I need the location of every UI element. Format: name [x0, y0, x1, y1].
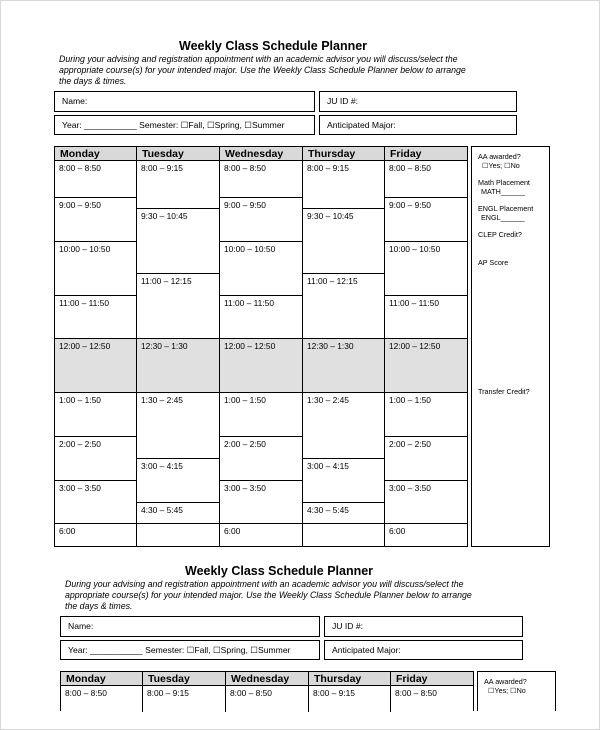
time-slot[interactable]: 1:00 – 1:50 [55, 393, 137, 437]
day-header-thursday: Thursday [303, 147, 385, 161]
time-slot[interactable]: 9:00 – 9:50 [55, 198, 137, 242]
day-header-tuesday: Tuesday [137, 147, 220, 161]
aa-awarded-label: AA awarded? [478, 152, 521, 161]
time-slot-lunch[interactable]: 12:00 – 12:50 [55, 339, 137, 393]
ju-id-label: JU ID #: [332, 621, 364, 631]
time-slot[interactable]: 6:00 [389, 526, 406, 536]
ju-id-field[interactable] [319, 91, 517, 112]
time-slot[interactable]: 11:00 – 12:15 [137, 274, 220, 339]
time-slot-empty[interactable] [303, 524, 385, 546]
intro-line-2: appropriate course(s) for your intended major. Use the Weekly Class Schedule Planner below to arrange [65, 590, 472, 600]
transfer-credit-label: Transfer Credit? [478, 387, 530, 396]
day-header-thursday: Thursday [309, 672, 391, 686]
intro-line-3: the days & times. [65, 601, 133, 611]
time-slot[interactable]: 3:00 – 3:50 [55, 481, 137, 524]
major-field[interactable] [324, 640, 523, 660]
time-slot[interactable]: 4:30 – 5:45 [303, 503, 385, 524]
aa-awarded-options[interactable]: ☐Yes; ☐No [482, 161, 520, 170]
ju-id-field[interactable] [324, 616, 523, 637]
time-slot[interactable]: 8:00 – 8:50 [220, 161, 303, 198]
major-label: Anticipated Major: [327, 120, 396, 130]
intro-line-3: the days & times. [59, 76, 127, 86]
engl-placement-field[interactable]: ENGL______ [481, 213, 525, 222]
time-slot[interactable]: 2:00 – 2:50 [385, 437, 467, 481]
day-header-wednesday: Wednesday [226, 672, 309, 686]
time-slot[interactable]: 9:30 – 10:45 [303, 209, 385, 274]
time-slot-lunch[interactable]: 12:00 – 12:50 [220, 339, 303, 393]
time-slot[interactable]: 2:00 – 2:50 [55, 437, 137, 481]
day-header-monday: Monday [61, 672, 143, 686]
year-semester-label: Year: ___________ Semester: ☐Fall, ☐Spring, ☐Summer [62, 120, 285, 130]
day-header-monday: Monday [55, 147, 137, 161]
name-label: Name: [68, 621, 94, 631]
clep-credit-label: CLEP Credit? [478, 230, 522, 239]
math-placement-field[interactable]: MATH______ [481, 187, 525, 196]
day-header-friday: Friday [385, 147, 467, 161]
aa-awarded-label: AA awarded? [484, 677, 527, 686]
year-semester-label: Year: ___________ Semester: ☐Fall, ☐Spring, ☐Summer [68, 645, 291, 655]
year-semester-field[interactable] [54, 115, 315, 135]
page-title: Weekly Class Schedule Planner [185, 564, 374, 578]
time-slot[interactable]: 8:00 – 9:15 [303, 161, 385, 209]
intro-line-2: appropriate course(s) for your intended major. Use the Weekly Class Schedule Planner below to arrange [59, 65, 466, 75]
day-header-tuesday: Tuesday [143, 672, 226, 686]
engl-placement-label: ENGL Placement [478, 204, 534, 213]
ap-score-label: AP Score [478, 258, 509, 267]
time-slot[interactable]: 8:00 – 9:15 [309, 686, 391, 712]
schedule-grid [60, 671, 474, 711]
ju-id-label: JU ID #: [327, 96, 359, 106]
time-slot[interactable]: 10:00 – 10:50 [220, 242, 303, 296]
time-slot-lunch[interactable]: 12:30 – 1:30 [137, 339, 220, 393]
credit-info-panel [477, 671, 556, 711]
time-slot[interactable]: 6:00 [55, 524, 137, 546]
time-slot[interactable]: 8:00 – 8:50 [385, 161, 467, 198]
major-label: Anticipated Major: [332, 645, 401, 655]
time-slot-lunch[interactable]: 12:00 – 12:50 [385, 339, 467, 393]
time-slot[interactable]: 9:00 – 9:50 [385, 198, 467, 242]
time-slot[interactable]: 11:00 – 12:15 [303, 274, 385, 339]
time-slot[interactable]: 3:00 – 3:50 [385, 481, 467, 524]
time-slot[interactable]: 6:00 [220, 524, 303, 546]
day-header-friday: Friday [391, 672, 473, 686]
page-title: Weekly Class Schedule Planner [179, 39, 368, 53]
major-field[interactable] [319, 115, 517, 135]
time-slot[interactable]: 1:00 – 1:50 [385, 393, 467, 437]
time-slot[interactable]: 8:00 – 8:50 [226, 686, 309, 712]
time-slot[interactable]: 1:30 – 2:45 [303, 393, 385, 459]
math-placement-label: Math Placement [478, 178, 530, 187]
time-slot-empty[interactable] [137, 524, 220, 546]
time-slot[interactable]: 11:00 – 11:50 [55, 296, 137, 339]
time-slot[interactable]: 2:00 – 2:50 [220, 437, 303, 481]
time-slot[interactable]: 8:00 – 8:50 [61, 686, 143, 712]
time-slot[interactable]: 8:00 – 8:50 [55, 161, 137, 198]
time-slot[interactable]: 8:00 – 9:15 [137, 161, 220, 209]
time-slot[interactable]: 11:00 – 11:50 [385, 296, 467, 339]
time-slot[interactable]: 8:00 – 8:50 [395, 688, 437, 698]
intro-line-1: During your advising and registration appointment with an academic advisor you will discuss/select the [65, 579, 464, 589]
time-slot[interactable]: 11:00 – 11:50 [220, 296, 303, 339]
time-slot[interactable]: 10:00 – 10:50 [385, 242, 467, 296]
time-slot[interactable]: 10:00 – 10:50 [55, 242, 137, 296]
intro-line-1: During your advising and registration appointment with an academic advisor you will discuss/select the [59, 54, 458, 64]
time-slot[interactable]: 3:00 – 3:50 [220, 481, 303, 524]
day-header-wednesday: Wednesday [220, 147, 303, 161]
time-slot[interactable]: 3:00 – 4:15 [137, 459, 220, 503]
aa-awarded-options[interactable]: ☐Yes; ☐No [488, 686, 526, 695]
time-slot[interactable]: 1:00 – 1:50 [220, 393, 303, 437]
time-slot-lunch[interactable]: 12:30 – 1:30 [303, 339, 385, 393]
time-slot[interactable]: 8:00 – 9:15 [143, 686, 226, 712]
time-slot[interactable]: 4:30 – 5:45 [137, 503, 220, 524]
time-slot[interactable]: 9:00 – 9:50 [220, 198, 303, 242]
name-field[interactable] [54, 91, 315, 112]
name-label: Name: [62, 96, 88, 106]
time-slot[interactable]: 1:30 – 2:45 [137, 393, 220, 459]
name-field[interactable] [60, 616, 320, 637]
credit-info-panel [471, 146, 550, 547]
year-semester-field[interactable] [60, 640, 320, 660]
schedule-grid [54, 146, 468, 547]
time-slot[interactable]: 9:30 – 10:45 [137, 209, 220, 274]
time-slot[interactable]: 3:00 – 4:15 [303, 459, 385, 503]
